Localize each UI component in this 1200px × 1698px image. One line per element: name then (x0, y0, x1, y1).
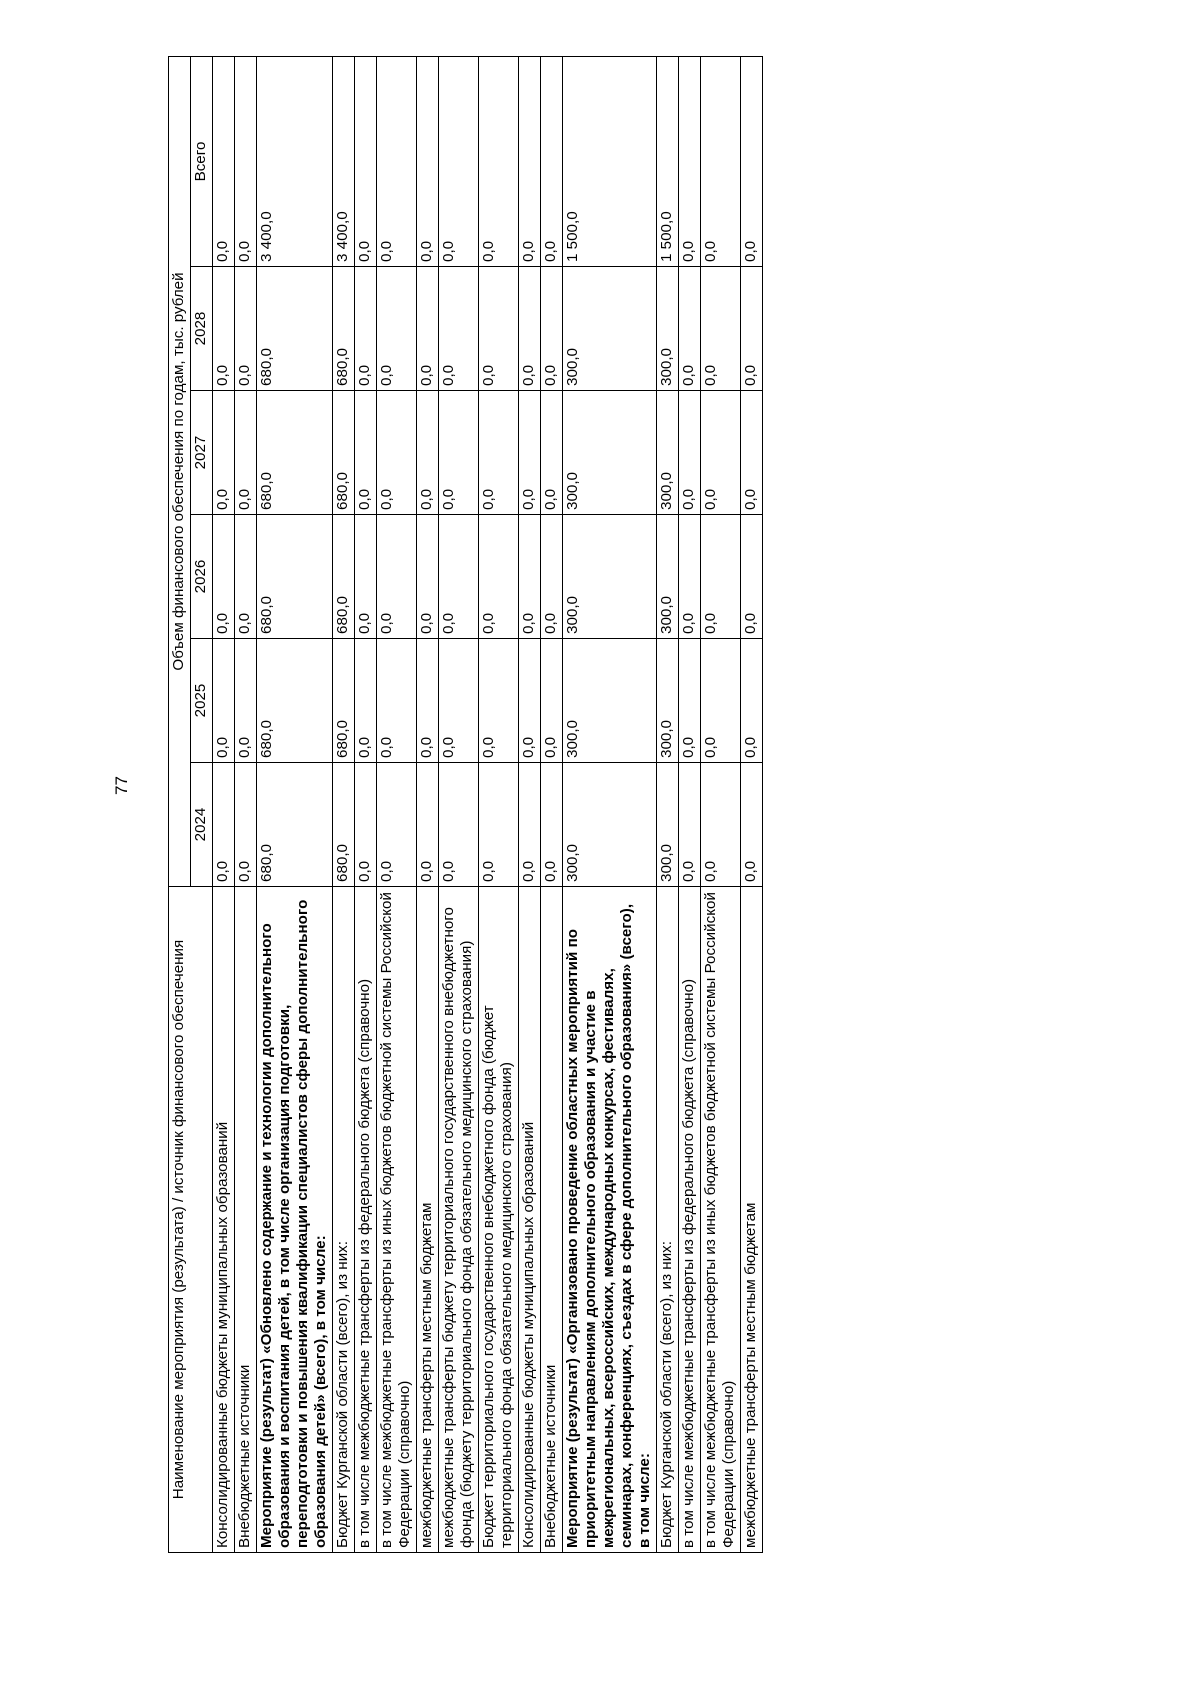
table-row (741, 57, 763, 1553)
value-2026: 0,0 (355, 515, 377, 639)
value-2028: 0,0 (235, 267, 257, 391)
table-row (563, 57, 657, 1553)
value-2025: 0,0 (541, 639, 563, 763)
value-2026: 0,0 (679, 515, 701, 639)
value-2026: 0,0 (213, 515, 235, 639)
value-2024: 0,0 (439, 763, 479, 887)
value-total: 0,0 (377, 57, 417, 267)
value-2027: 0,0 (439, 391, 479, 515)
value-2027: 300,0 (657, 391, 679, 515)
row-label: Мероприятие (результат) «Организовано проведение областных мероприятий по приоритетным направлениям дополнительного образования и участие в межрегиональных, всероссийских, международных конкурсах, фестивалях, семинарах, конференциях, съездах в сфере дополнительного образования» (всего), в том числе: (563, 887, 657, 1553)
value-2027: 0,0 (701, 391, 741, 515)
row-label: Мероприятие (результат) «Обновлено содержание и технологии дополнительного образования и воспитания детей, в том числе организация подготовки, переподготовки и повышения квалификации специалистов сферы дополнительного образования детей» (всего), в том числе: (257, 887, 333, 1553)
value-total: 1 500,0 (657, 57, 679, 267)
table-row (439, 57, 479, 1553)
value-2025: 0,0 (235, 639, 257, 763)
value-total: 0,0 (417, 57, 439, 267)
table-row (541, 57, 563, 1553)
value-2028: 680,0 (257, 267, 333, 391)
value-total: 0,0 (519, 57, 541, 267)
value-2027: 300,0 (563, 391, 657, 515)
value-2027: 0,0 (519, 391, 541, 515)
row-label: Бюджет территориального государственного внебюджетного фонда (бюджет территориального фонда обязательного медицинского страхования) (479, 887, 519, 1553)
row-label: Бюджет Курганской области (всего), из них: (333, 887, 355, 1553)
table-row (213, 57, 235, 1553)
value-2024: 680,0 (333, 763, 355, 887)
header-volume-group: Объем финансового обеспечения по годам, тыс. рублей (169, 57, 191, 887)
value-2027: 0,0 (213, 391, 235, 515)
value-2026: 0,0 (519, 515, 541, 639)
value-2024: 0,0 (213, 763, 235, 887)
value-2024: 0,0 (741, 763, 763, 887)
value-total: 3 400,0 (333, 57, 355, 267)
row-label: Консолидированные бюджеты муниципальных образований (519, 887, 541, 1553)
value-2026: 0,0 (741, 515, 763, 639)
value-2027: 0,0 (417, 391, 439, 515)
value-2028: 0,0 (479, 267, 519, 391)
row-label: Внебюджетные источники (235, 887, 257, 1553)
value-2028: 0,0 (417, 267, 439, 391)
value-2025: 300,0 (657, 639, 679, 763)
value-2024: 0,0 (541, 763, 563, 887)
value-total: 0,0 (479, 57, 519, 267)
value-2027: 680,0 (257, 391, 333, 515)
page-number: 77 (112, 776, 131, 795)
value-2027: 0,0 (679, 391, 701, 515)
value-total: 0,0 (213, 57, 235, 267)
value-2024: 0,0 (235, 763, 257, 887)
value-2026: 0,0 (377, 515, 417, 639)
value-2028: 0,0 (519, 267, 541, 391)
header-total: Всего (191, 57, 213, 267)
table-row (479, 57, 519, 1553)
value-2026: 0,0 (479, 515, 519, 639)
value-2025: 0,0 (439, 639, 479, 763)
value-2026: 300,0 (563, 515, 657, 639)
financing-table (168, 56, 763, 1553)
value-2026: 0,0 (541, 515, 563, 639)
value-2026: 0,0 (235, 515, 257, 639)
value-2028: 0,0 (377, 267, 417, 391)
table-row (377, 57, 417, 1553)
value-2027: 0,0 (235, 391, 257, 515)
table-row (333, 57, 355, 1553)
row-label: в том числе межбюджетные трансферты из федерального бюджета (справочно) (355, 887, 377, 1553)
row-label: межбюджетные трансферты бюджету территориального государственного внебюджетного фонда (бюджету территориального фонда обязательного медицинского страхования) (439, 887, 479, 1553)
value-total: 0,0 (679, 57, 701, 267)
value-2027: 0,0 (741, 391, 763, 515)
value-2028: 0,0 (541, 267, 563, 391)
value-2025: 0,0 (741, 639, 763, 763)
value-2024: 0,0 (417, 763, 439, 887)
value-2028: 0,0 (679, 267, 701, 391)
header-year-2026: 2026 (191, 515, 213, 639)
row-label: межбюджетные трансферты местным бюджетам (417, 887, 439, 1553)
value-2028: 0,0 (439, 267, 479, 391)
value-2024: 0,0 (519, 763, 541, 887)
value-2024: 300,0 (657, 763, 679, 887)
value-2027: 0,0 (377, 391, 417, 515)
value-total: 0,0 (541, 57, 563, 267)
value-2028: 0,0 (701, 267, 741, 391)
value-2028: 300,0 (563, 267, 657, 391)
header-year-2024: 2024 (191, 763, 213, 887)
header-year-2025: 2025 (191, 639, 213, 763)
table-row (701, 57, 741, 1553)
table-row (355, 57, 377, 1553)
value-2028: 0,0 (355, 267, 377, 391)
row-label: межбюджетные трансферты местным бюджетам (741, 887, 763, 1553)
table-row (519, 57, 541, 1553)
value-2025: 0,0 (377, 639, 417, 763)
row-label: Бюджет Курганской области (всего), из них: (657, 887, 679, 1553)
value-2024: 0,0 (679, 763, 701, 887)
value-2025: 0,0 (355, 639, 377, 763)
table-row (679, 57, 701, 1553)
value-total: 0,0 (235, 57, 257, 267)
value-2025: 0,0 (417, 639, 439, 763)
value-2025: 680,0 (333, 639, 355, 763)
value-2025: 300,0 (563, 639, 657, 763)
header-year-2027: 2027 (191, 391, 213, 515)
rotated-table-container (168, 57, 763, 1553)
value-2027: 680,0 (333, 391, 355, 515)
value-2025: 680,0 (257, 639, 333, 763)
value-2025: 0,0 (213, 639, 235, 763)
row-label: Консолидированные бюджеты муниципальных образований (213, 887, 235, 1553)
value-2027: 0,0 (355, 391, 377, 515)
value-total: 1 500,0 (563, 57, 657, 267)
value-2025: 0,0 (479, 639, 519, 763)
table-row (257, 57, 333, 1553)
value-2028: 300,0 (657, 267, 679, 391)
value-2024: 0,0 (479, 763, 519, 887)
table-body (213, 57, 763, 1553)
table-row (657, 57, 679, 1553)
row-label: в том числе межбюджетные трансферты из федерального бюджета (справочно) (679, 887, 701, 1553)
value-2025: 0,0 (519, 639, 541, 763)
value-2028: 0,0 (213, 267, 235, 391)
table-row (417, 57, 439, 1553)
value-2025: 0,0 (701, 639, 741, 763)
row-label: Внебюджетные источники (541, 887, 563, 1553)
value-total: 0,0 (439, 57, 479, 267)
value-2024: 0,0 (355, 763, 377, 887)
value-total: 0,0 (355, 57, 377, 267)
value-2027: 0,0 (479, 391, 519, 515)
value-2024: 300,0 (563, 763, 657, 887)
value-2027: 0,0 (541, 391, 563, 515)
value-total: 0,0 (701, 57, 741, 267)
value-2024: 0,0 (701, 763, 741, 887)
value-2028: 680,0 (333, 267, 355, 391)
value-total: 0,0 (741, 57, 763, 267)
table-row (235, 57, 257, 1553)
value-2024: 0,0 (377, 763, 417, 887)
row-label: в том числе межбюджетные трансферты из иных бюджетов бюджетной системы Российской Федерации (справочно) (701, 887, 741, 1553)
value-2026: 0,0 (417, 515, 439, 639)
value-2028: 0,0 (741, 267, 763, 391)
value-2026: 680,0 (257, 515, 333, 639)
value-total: 3 400,0 (257, 57, 333, 267)
header-year-2028: 2028 (191, 267, 213, 391)
value-2026: 300,0 (657, 515, 679, 639)
row-label: в том числе межбюджетные трансферты из иных бюджетов бюджетной системы Российской Федерации (справочно) (377, 887, 417, 1553)
value-2026: 680,0 (333, 515, 355, 639)
value-2025: 0,0 (679, 639, 701, 763)
value-2024: 680,0 (257, 763, 333, 887)
header-name-column: Наименование мероприятия (результата) / источник финансового обеспечения (169, 887, 213, 1553)
value-2026: 0,0 (701, 515, 741, 639)
value-2026: 0,0 (439, 515, 479, 639)
